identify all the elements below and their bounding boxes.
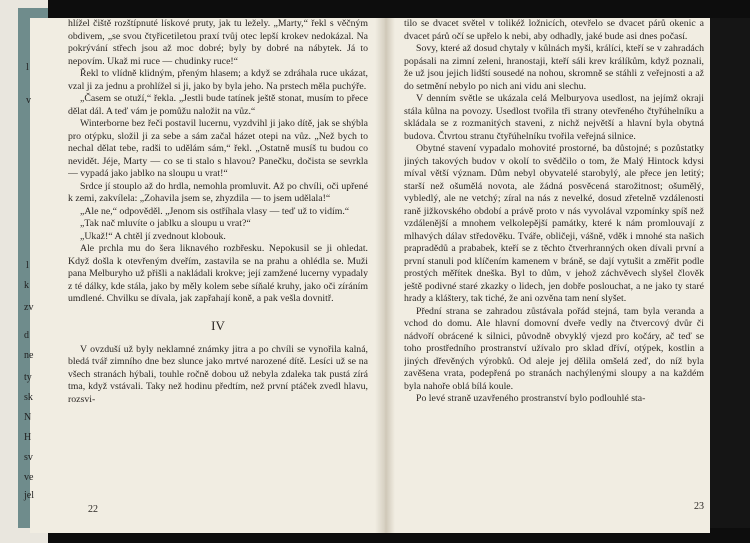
book-spread: [30, 18, 710, 533]
paragraph: Sovy, které až dosud chytaly v kůlnách myši, králíci, kteří se v zahradách popásali na zimní zeleni, hranostaji, kteří sáli krev králíkům, když poznali, že už jsou jejich lidští sousedé na nohou, skromně se stáhli z veřejnosti a až do setmění nebylo po nich ani vidu ani slechu.: [404, 43, 704, 92]
edge-text-fragment: ty: [24, 372, 32, 383]
edge-text-fragment: v: [26, 95, 31, 106]
paragraph: V denním světle se ukázala celá Melburyova usedlost, na jejímž okraji stála kůlna na povozy. Usedlost tvořila tři strany otevřeného čtyřúhelníku a skládala se z rozmanitých staveni, z nichž největší a hlavní byla obytná budova. Čtvrtou stranu čtyřúhelníku tvořila veřejná silnice.: [404, 93, 704, 142]
edge-text-fragment: ne: [24, 350, 34, 361]
paragraph: Přední strana se zahradou zůstávala pořád stejná, tam byla veranda a vchod do domu. Ale hlavní domovní dveře vedly na čtvercový dvůr či nádvoří obrácené k silnici, původně obvyklý vjezd pro kočáry, ač teď se toho prostředního prostranství užívalo pro sklad dříví, otýpek, kostlin a jiných dřevěných výrobků. Od aleje jej dělila omšelá zeď, do níž byla zavěšena vrata, podepřená po stranách nachýlenými sloupy a na každém byla nahoře oblá bílá koule.: [404, 305, 704, 392]
paragraph: Řekl to vlídně klidným, přeným hlasem; a když se zdráhala ruce ukázat, vzal ji za jednu a prohlížel si ji, jako by byla jeho. Na prstech měla puchýře.: [68, 68, 368, 92]
edge-text-fragment: N: [24, 412, 32, 423]
edge-text-fragment: ve: [24, 472, 34, 483]
edge-text-fragment: l: [26, 62, 29, 73]
edge-text-fragment: jel: [24, 490, 34, 501]
paragraph: Srdce jí stouplo až do hrdla, nemohla promluvit. Až po chvíli, oči upřené k zemi, zakvílela: „Zohavila jsem se, zhyzdila — to jsem udělala!“: [68, 180, 368, 204]
background-dark-edge: [710, 18, 750, 528]
paragraph: „Ukaž!“ A chtěl jí zvednout klobouk.: [80, 230, 226, 242]
paragraph: „Ale ne,“ odpověděl. „Jenom sis ostříhala vlasy — teď už to vidím.“: [80, 205, 350, 217]
paragraph: Winterborne bez řeči postavil lucernu, vyzdvihl ji jako dítě, jak se shýbla pro otýpku, složil ji za sebe a sám začal házet otepi na vůz. „Než bych to nechal dělat tebe, radši to udělám sám,“ řekl. „Ostatně musíš tu budou co nevidět. Jéje, Marty — co se ti stalo s hlavou? Panečku, dočista se sevrkla — vypadá jako jablko na sloupu u vrat!“: [68, 118, 368, 179]
paragraph: Po levé straně uzavřeného prostranství bylo podlouhlé sta-: [416, 393, 646, 404]
paragraph: hlížel čiště rozštípnuté lískové pruty, jak tu ležely. „Marty,“ řekl s věčným obdivem, „se svou čtyřicetiletou praxí tvůj otec lepší krokev nedokázal. Na pokrývání střech jsou až moc dobré; byly by dobré na nábytek. Já to nepovím. Ukaž mi ruce — chudinky ruce!“: [68, 18, 368, 67]
edge-text-fragment: l: [26, 260, 29, 271]
paragraph: „Časem se otuží,“ řekla. „Jestli bude tatínek ještě stonat, musím to přece dělat dál. A teď vám je pomůžu naložit na vůz.“: [68, 93, 368, 117]
paragraph: tilo se dvacet světel v tolikéž ložnicích, otevřelo se dvacet párů okenic a dvacet párů očí se upřelo k nebi, aby odhadly, jaké bude asi dnes počasí.: [404, 18, 704, 42]
edge-text-fragment: sv: [24, 452, 33, 463]
left-page: [68, 18, 368, 533]
edge-text-fragment: d: [24, 330, 29, 341]
left-page-text: [68, 18, 368, 306]
edge-text-fragment: zv: [24, 302, 34, 313]
book-gutter: [375, 18, 395, 533]
right-page: [404, 18, 704, 533]
page-number-right: 23: [694, 501, 704, 512]
chapter-text: [68, 344, 368, 407]
paragraph: Obytné stavení vypadalo mohovité prostorné, ba důstojné; s pozůstatky jiných takových budov v okolí to svědčilo o tom, že Malý Hintock kdysi míval větší význam. Dům nebyl obyvatelé starobylý, ale přece jen letitý; starší než ošumělá novota, ale žádná posvěcená starožitnost; ošumělý, vybledlý, ale ne vetchý; zíral na nás z nevelké, dosud zřetelně vzdálenosti raně jižkovského období a právě proto v nás vyvolával vzpomínky spíš než vzdálenější a mnohem velkolepější památky, které k nám promlouvají z mlhavých dálav středověku. Tváře, obličeji, vášně, vděk i mnohé sta našich prapradědů a prababek, kteří se z těchto čtverhranných oken dívali první a první stanuli pod klíčením kamenem v bráně, se dají vytušit a změřit podle prostých měřítek dneška. Byl to dům, v jehož záchvěvech slyšel člověk ještě podivné staré zkazky o lidech, jen dobře poslouchat, a ne jako ty staré hrady a kláštery, tak tiché, že ani ozvěna tam není slyšet.: [404, 143, 704, 304]
edge-text-fragment: k: [24, 280, 29, 291]
paragraph: Ale prchla mu do šera liknavého rozbřesku. Nepokusil se ji ohledat. Když došla k otevřeným dveřím, zastavila se na prahu a ohlédla se. Muži pana Melburyho už přišli a nakládali krokve; její zamžené lucerny vypadaly z té dálky, kde stála, jako by měly kolem sebe síňalé kruhy, jako oči zíráním umdlené. Chvilku se dívala, jak zapřahají koně, a pak vešla dovnitř.: [68, 243, 368, 304]
edge-text-fragment: sk: [24, 392, 33, 403]
right-page-text: [404, 18, 704, 406]
paragraph: „Tak nač mluvíte o jablku a sloupu u vrat?“: [80, 218, 251, 229]
edge-text-fragment: H: [24, 432, 32, 443]
chapter-heading: IV: [211, 317, 225, 333]
paragraph: V ovzduší už byly neklamné známky jitra a po chvíli se vynořila kalná, bledá tvář zimního dne bez slunce jako mrtvé narozené dítě. Lesíci už se na všech stranách hýbali, touhle ročně dobou už nebyla zdaleka tak pustá zírá tma, když vstávali. Taky než hodinu předtím, než první ptáček zvedl hlavu, rozsvi-: [68, 343, 368, 405]
page-number-left: 22: [88, 504, 98, 515]
